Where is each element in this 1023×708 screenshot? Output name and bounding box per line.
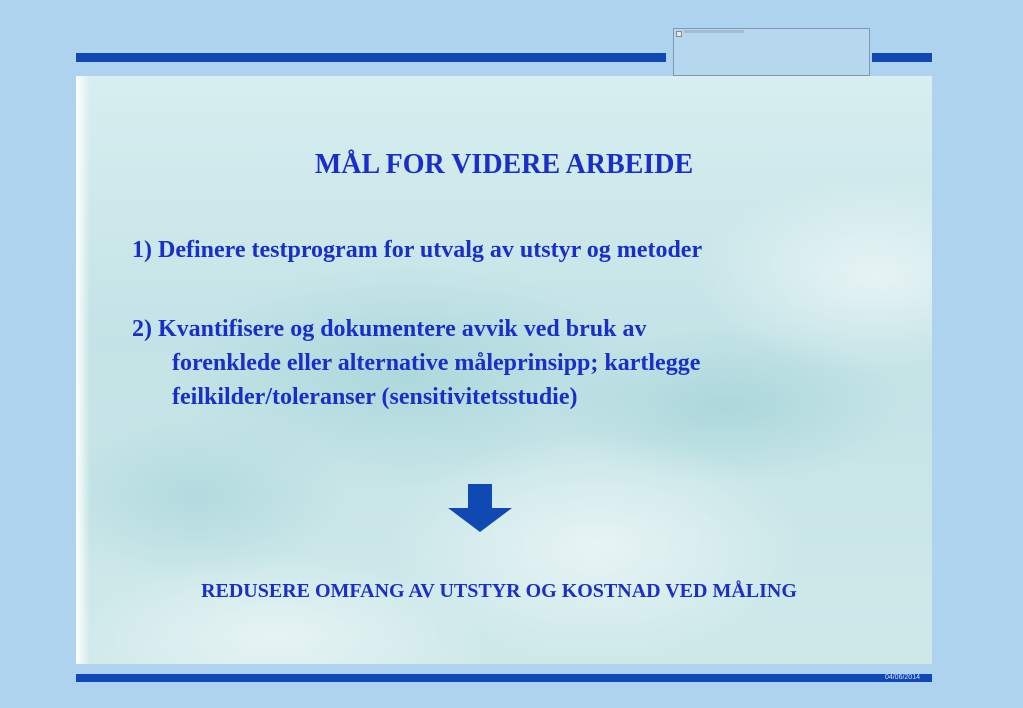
slide-content <box>76 76 932 664</box>
footer-date: 04/06/2014 <box>884 674 920 681</box>
list-item-2-line-2: forenklede eller alternative måleprinsipp; kartlegge <box>172 350 701 376</box>
top-rule-left <box>76 53 666 62</box>
list-item-2-line-1: 2) Kvantifisere og dokumentere avvik ved bruk av <box>132 316 647 342</box>
bottom-rule <box>76 674 932 682</box>
broken-image-icon <box>676 31 682 37</box>
list-item-1: 1) Definere testprogram for utvalg av utstyr og metoder <box>132 237 703 263</box>
slide-title: MÅL FOR VIDERE ARBEIDE <box>314 149 694 180</box>
logo-placeholder <box>673 28 870 76</box>
list-item-2 <box>132 312 912 414</box>
down-arrow-icon <box>448 484 512 532</box>
top-rule-right <box>872 53 932 62</box>
conclusion-text: REDUSERE OMFANG AV UTSTYR OG KOSTNAD VED MÅLING <box>201 580 797 602</box>
list-item-2-line-3: feilkilder/toleranser (sensitivitetsstudie) <box>172 384 578 410</box>
logo-alt-text <box>684 30 744 33</box>
